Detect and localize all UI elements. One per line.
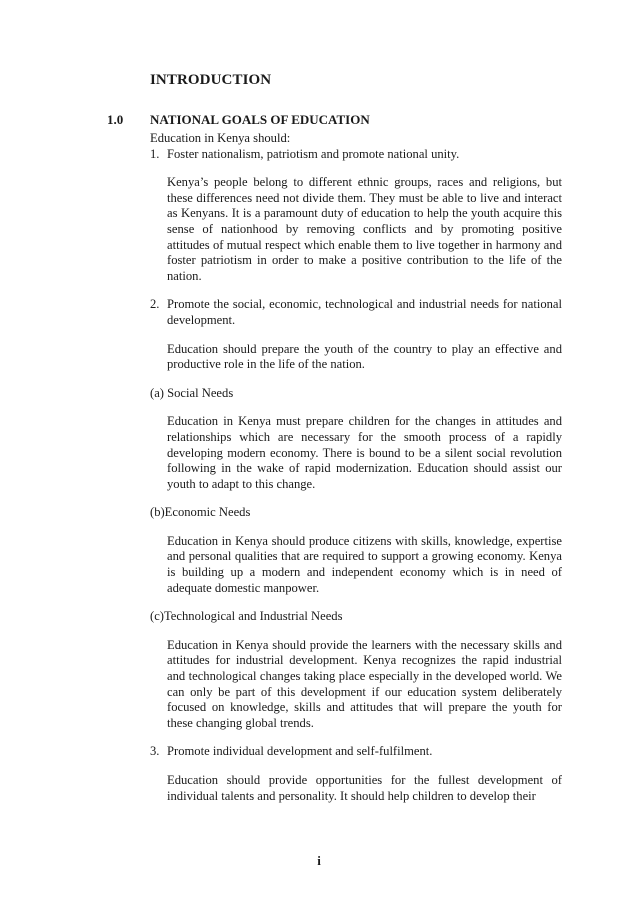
- goal-1-title-text: Foster nationalism, patriotism and promote national unity.: [167, 146, 460, 161]
- goal-2-title-text: Promote the social, economic, technological and industrial needs for national development.: [167, 297, 562, 327]
- sub-b-heading: (b)Economic Needs: [150, 505, 251, 520]
- section-title: NATIONAL GOALS OF EDUCATION: [150, 112, 370, 127]
- sub-b-paragraph: Education in Kenya should produce citizens with skills, knowledge, expertise and personal qualities that are required to support a growing economy. Kenya is building up a modern and independent economy which is in need of adequate domestic manpower.: [167, 533, 562, 595]
- goal-1-paragraph: Kenya’s people belong to different ethnic groups, races and religions, but these differences need not divide them. They must be able to live and interact as Kenyans. It is a paramount duty of education to help the youth acquire this sense of nationhood by removing conflicts and by promoting positive attitudes of mutual respect which enable them to live together in harmony and foster patriotism in order to make a positive contribution to the life of the nation.: [167, 175, 562, 283]
- section-number: 1.0: [107, 112, 124, 127]
- goal-2-title: [150, 297, 562, 328]
- chapter-heading: INTRODUCTION: [150, 72, 272, 88]
- goal-3-title-text: Promote individual development and self-fulfilment.: [167, 744, 433, 759]
- sub-a-heading: (a) Social Needs: [150, 385, 234, 400]
- goal-2-paragraph: Education should prepare the youth of the country to play an effective and productive role in the life of the nation.: [167, 341, 562, 372]
- intro-line: Education in Kenya should:: [150, 131, 291, 145]
- document-body: [150, 131, 562, 804]
- goal-1-number: 1.: [150, 146, 160, 161]
- goal-3-title: [150, 744, 562, 760]
- goal-3-number: 3.: [150, 744, 160, 759]
- goal-2-number: 2.: [150, 297, 160, 312]
- goal-1-title: [150, 147, 562, 163]
- goal-3-paragraph: Education should provide opportunities for the fullest development of individual talents and personality. It should help children to develop their: [167, 773, 562, 803]
- sub-c-heading: (c)Technological and Industrial Needs: [150, 609, 343, 624]
- page-number: i: [317, 853, 321, 868]
- sub-c-paragraph: Education in Kenya should provide the learners with the necessary skills and attitudes for industrial development. Kenya recognizes the rapid industrial and technological changes taking place especially in the developed world. We can only be part of this development if our education system deliberately focused on knowledge, skills and attitudes that will prepare the youth for these changing global trends.: [167, 637, 562, 730]
- sub-a-paragraph: Education in Kenya must prepare children for the changes in attitudes and relationships which are necessary for the smooth process of a rapidly developing modern economy. There is bound to be a silent social revolution following in the wake of rapid modernization. Education should assist our youth to adapt to this change.: [167, 414, 562, 491]
